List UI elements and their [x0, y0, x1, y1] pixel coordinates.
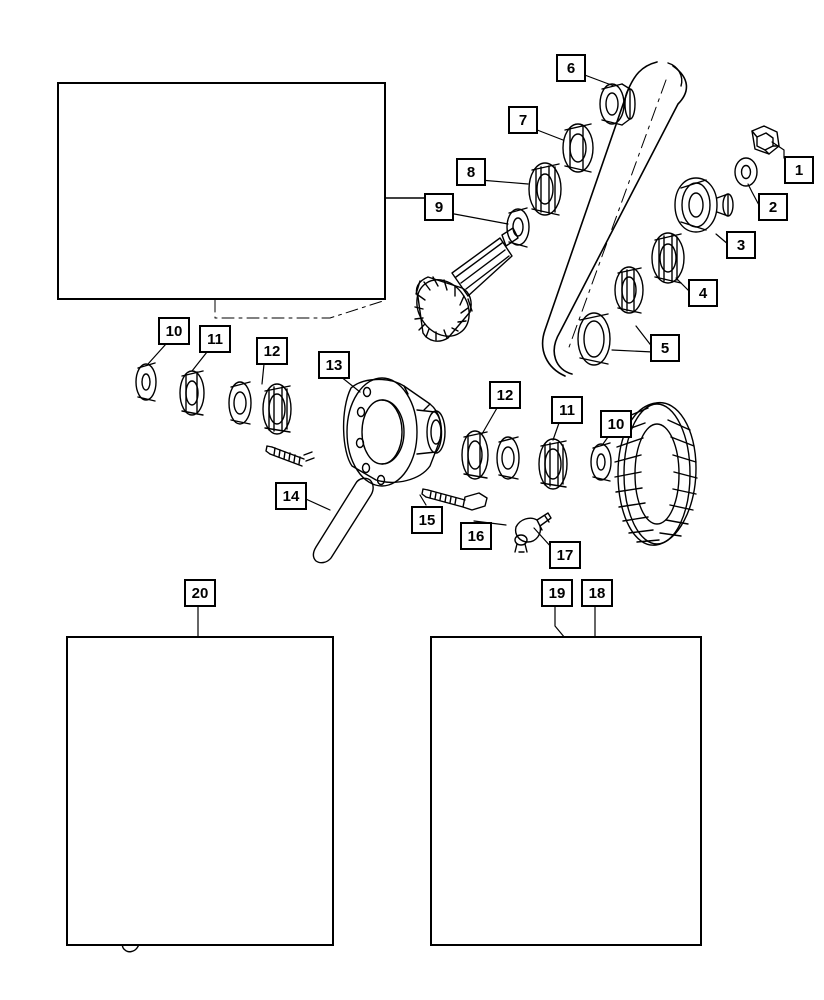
callout-5-label: 5 — [660, 339, 670, 357]
callout-20[interactable] — [184, 579, 216, 607]
callout-6[interactable] — [556, 54, 586, 82]
callout-4-label: 4 — [698, 284, 708, 302]
callout-7-label: 7 — [518, 111, 528, 129]
callout-3-label: 3 — [736, 236, 746, 254]
callout-12-left[interactable] — [256, 337, 288, 365]
callout-19[interactable] — [541, 579, 573, 607]
lower-right-inset-panel — [430, 636, 702, 946]
callout-11-right-label: 11 — [559, 401, 575, 419]
callout-13[interactable] — [318, 351, 350, 379]
callout-10-right-label: 10 — [607, 415, 625, 433]
callout-16-label: 16 — [467, 527, 485, 545]
callout-5[interactable] — [650, 334, 680, 362]
callout-9-label: 9 — [434, 198, 444, 216]
callout-17-label: 17 — [556, 546, 574, 564]
callout-15[interactable] — [411, 506, 443, 534]
callout-11-right[interactable] — [551, 396, 583, 424]
callout-6-label: 6 — [566, 59, 576, 77]
callout-17[interactable] — [549, 541, 581, 569]
lower-left-inset-panel — [66, 636, 334, 946]
callout-10-left[interactable] — [158, 317, 190, 345]
callout-19-label: 19 — [548, 584, 566, 602]
callout-1-label: 1 — [794, 161, 804, 179]
callout-12-right-label: 12 — [496, 386, 514, 404]
callout-12-left-label: 12 — [263, 342, 281, 360]
callout-11-left-label: 11 — [207, 330, 223, 348]
callout-10-left-label: 10 — [165, 322, 183, 340]
callout-16[interactable] — [460, 522, 492, 550]
callout-10-right[interactable] — [600, 410, 632, 438]
callout-7[interactable] — [508, 106, 538, 134]
callout-8-label: 8 — [466, 163, 476, 181]
callout-13-label: 13 — [325, 356, 343, 374]
callout-3[interactable] — [726, 231, 756, 259]
callout-20-label: 20 — [191, 584, 209, 602]
callout-11-left[interactable] — [199, 325, 231, 353]
upper-left-inset-panel — [57, 82, 386, 300]
callout-18[interactable] — [581, 579, 613, 607]
callout-2-label: 2 — [768, 198, 778, 216]
callout-14-label: 14 — [282, 487, 300, 505]
callout-2[interactable] — [758, 193, 788, 221]
callout-9[interactable] — [424, 193, 454, 221]
callout-1[interactable] — [784, 156, 814, 184]
callout-8[interactable] — [456, 158, 486, 186]
callout-14[interactable] — [275, 482, 307, 510]
callout-18-label: 18 — [588, 584, 606, 602]
callout-15-label: 15 — [418, 511, 436, 529]
callout-12-right[interactable] — [489, 381, 521, 409]
callout-4[interactable] — [688, 279, 718, 307]
